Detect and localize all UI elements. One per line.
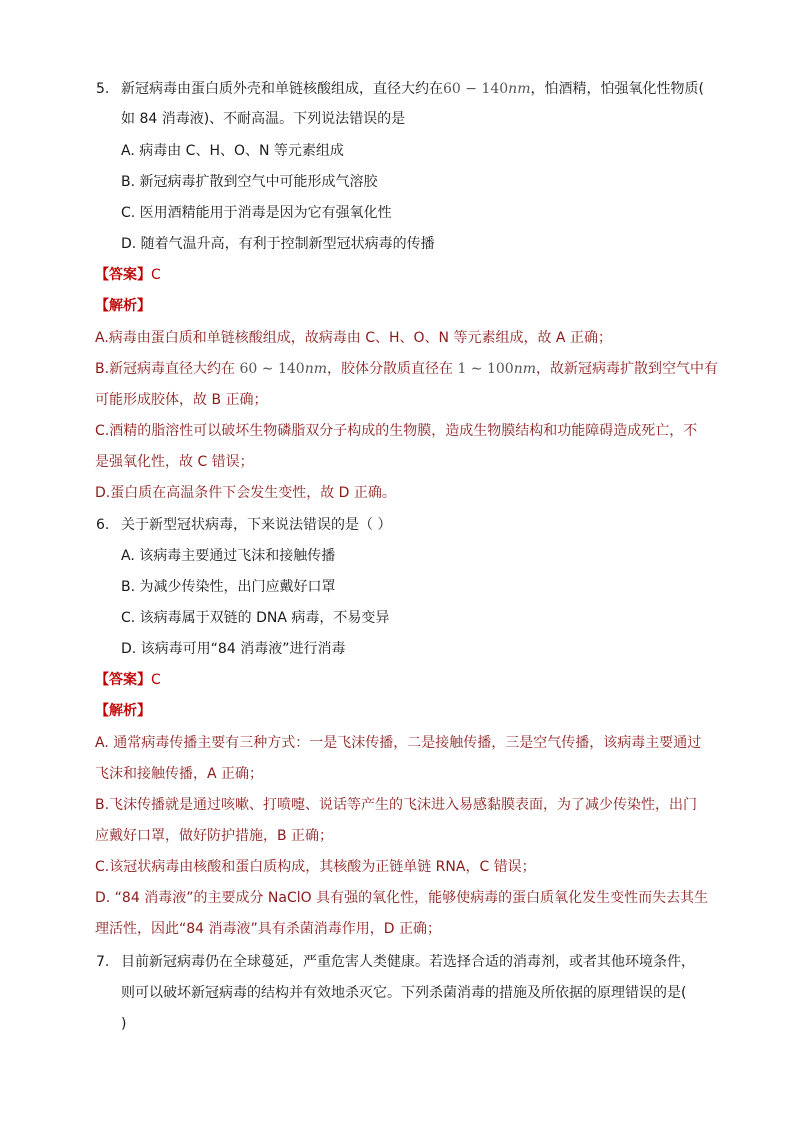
q5-analysis-b-text2: ，胶体分散质直径在 bbox=[326, 361, 458, 377]
q5-analysis-b-unit2: nm bbox=[513, 361, 536, 377]
q6-analysis-c: C.该冠状病毒由核酸和蛋白质构成，其核酸为正链单链 RNA，C 错误； bbox=[95, 859, 536, 875]
q5-analysis-a: A.病毒由蛋白质和单链核酸组成，故病毒由 C、H、O、N 等元素组成，故 A 正确； bbox=[95, 330, 612, 346]
q5-analysis-b-text: B.新冠病毒直径大约在 bbox=[95, 361, 240, 377]
q5-stem-range: 60 − 140 bbox=[443, 81, 509, 97]
q6-answer-label: 【答案】 bbox=[95, 672, 151, 688]
q5-answer-value: C bbox=[151, 267, 161, 283]
q5-stem-text: 新冠病毒由蛋白质外壳和单链核酸组成，直径大约在 bbox=[121, 81, 443, 97]
q5-analysis-label: 【解析】 bbox=[95, 298, 151, 314]
q6-option-b: B. 为减少传染性，出门应戴好口罩 bbox=[121, 579, 336, 595]
q7-stem-line2: 则可以破坏新冠病毒的结构并有效地杀灭它。下列杀菌消毒的措施及所依据的原理错误的是( bbox=[121, 985, 687, 1001]
q5-stem-line1 bbox=[121, 79, 704, 99]
q5-option-b: B. 新冠病毒扩散到空气中可能形成气溶胶 bbox=[121, 174, 378, 190]
q5-analysis-b-range2: 1 ∼ 100 bbox=[457, 361, 514, 377]
q6-option-d: D. 该病毒可用“84 消毒液”进行消毒 bbox=[121, 641, 346, 657]
q5-analysis-d: D.蛋白质在高温条件下会发生变性，故 D 正确。 bbox=[95, 485, 396, 501]
q6-analysis-b-line2: 应戴好口罩，做好防护措施，B 正确； bbox=[95, 828, 334, 844]
q6-analysis-a-line1: A. 通常病毒传播主要有三种方式：一是飞沫传播，二是接触传播，三是空气传播，该病毒主要通过 bbox=[95, 735, 702, 751]
q6-option-c: C. 该病毒属于双链的 DNA 病毒，不易变异 bbox=[121, 610, 390, 626]
q6-answer bbox=[95, 670, 161, 690]
q5-analysis-b-line1 bbox=[95, 359, 718, 379]
q5-analysis-b-text3: ，故新冠病毒扩散到空气中有 bbox=[536, 361, 718, 377]
q6-option-a: A. 该病毒主要通过飞沫和接触传播 bbox=[121, 548, 336, 564]
q7-stem-line1: 目前新冠病毒仍在全球蔓延，严重危害人类健康。若选择合适的消毒剂，或者其他环境条件， bbox=[121, 954, 695, 970]
q7-stem-line3: ) bbox=[121, 1016, 127, 1032]
q7-number: 7. bbox=[96, 954, 110, 970]
q6-answer-value: C bbox=[151, 672, 161, 688]
q5-analysis-c-line2: 是强氧化性，故 C 错误； bbox=[95, 454, 254, 470]
q5-answer bbox=[95, 265, 161, 285]
q6-analysis-b-line1: B.飞沫传播就是通过咳嗽、打喷嚏、说话等产生的飞沫进入易感黏膜表面，为了减少传染性，出门 bbox=[95, 797, 698, 813]
q5-number: 5. bbox=[96, 81, 110, 97]
q5-stem-text-cont: ，怕酒精，怕强氧化性物质( bbox=[530, 81, 704, 97]
q5-stem-line2: 如 84 消毒液)、不耐高温。下列说法错误的是 bbox=[121, 111, 406, 127]
q6-number: 6. bbox=[96, 517, 110, 533]
q6-analysis-label: 【解析】 bbox=[95, 703, 151, 719]
q6-analysis-d-line1: D. “84 消毒液”的主要成分 NaClO 具有强的氧化性，能够使病毒的蛋白质氧化发生变性而失去其生 bbox=[95, 890, 709, 906]
q5-analysis-c-line1: C.酒精的脂溶性可以破坏生物磷脂双分子构成的生物膜，造成生物膜结构和功能障碍造成死亡，不 bbox=[95, 423, 698, 439]
q5-analysis-b-line2: 可能形成胶体，故 B 正确； bbox=[95, 392, 268, 408]
q5-analysis-b-unit1: nm bbox=[304, 361, 327, 377]
q5-analysis-b-range1: 60 ∼ 140 bbox=[239, 361, 305, 377]
q5-answer-label: 【答案】 bbox=[95, 267, 151, 283]
q5-option-a: A. 病毒由 C、H、O、N 等元素组成 bbox=[121, 143, 344, 159]
q6-stem: 关于新型冠状病毒，下来说法错误的是（ ） bbox=[121, 517, 392, 533]
q6-analysis-d-line2: 理活性，因此“84 消毒液”具有杀菌消毒作用，D 正确； bbox=[95, 921, 441, 937]
q5-option-d: D. 随着气温升高，有利于控制新型冠状病毒的传播 bbox=[121, 236, 435, 252]
q5-option-c: C. 医用酒精能用于消毒是因为它有强氧化性 bbox=[121, 205, 392, 221]
q5-stem-unit: nm bbox=[508, 81, 531, 97]
q6-analysis-a-line2: 飞沫和接触传播，A 正确； bbox=[95, 766, 264, 782]
